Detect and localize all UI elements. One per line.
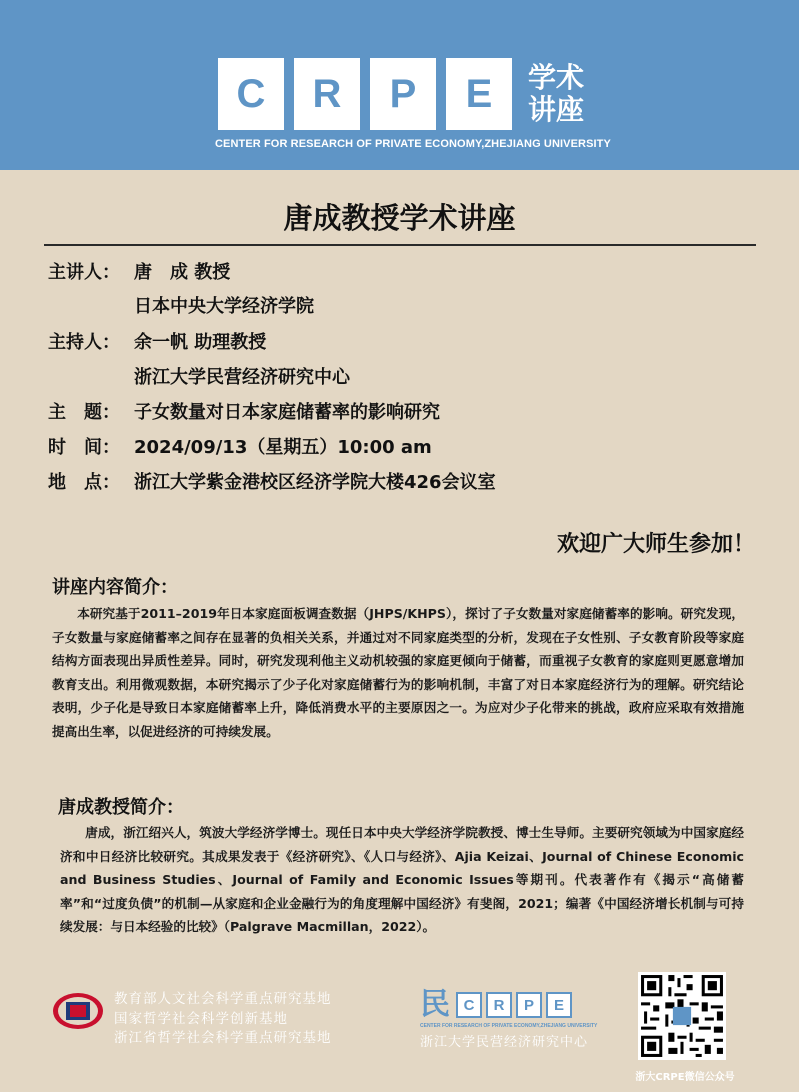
mini-logo-subtitle: CENTER FOR RESEARCH OF PRIVATE ECONOMY,ZHEJIANG UNIVERSITY <box>420 1023 598 1029</box>
logo-letter-c: C <box>218 58 284 130</box>
speaker-name: 唐 成 教授 <box>134 262 231 283</box>
logo-letter-e: E <box>446 58 512 130</box>
host-name: 余一帆 助理教授 <box>134 332 267 353</box>
place-text: 浙江大学紫金港校区经济学院大楼426会议室 <box>134 472 496 493</box>
mini-logo-row <box>420 988 595 1022</box>
speaker-affiliation: 日本中央大学经济学院 <box>134 296 314 317</box>
bio-heading: 唐成教授简介： <box>58 797 184 818</box>
mini-letter-r: R <box>486 992 512 1018</box>
time-label: 时 间： <box>48 437 120 458</box>
place-label: 地 点： <box>48 472 120 493</box>
bio-text: 唐成，浙江绍兴人，筑波大学经济学博士。现任日本中央大学经济学院教授、博士生导师。主要研究领域为中国家庭经济和中日经济比较研究。其成果发表于《经济研究》、《人口与经济》、Ajia Keizai、Journal of Chinese Economic and Business Studies、Journal of Family and Economic Issues等期刊。代表著作有《揭示“高储蓄率”和“过度负债”的机制—从家庭和企业金融行为的角度理解中国经济》有斐阁，2021；编著《中国经济增长机制与可持续发展：与日本经验的比较》（Palgrave Macmillan，2022）。 <box>60 825 744 934</box>
topic-row <box>48 398 440 424</box>
mini-logo-char: 民 <box>420 987 450 1022</box>
crpe-logo <box>218 58 584 130</box>
welcome-text: 欢迎广大师生参加！ <box>556 532 755 557</box>
logo-letter-p: P <box>370 58 436 130</box>
logo-subtitle: CENTER FOR RESEARCH OF PRIVATE ECONOMY,ZHEJIANG UNIVERSITY <box>215 138 611 150</box>
time-text: 2024/09/13（星期五）10:00 am <box>134 437 432 458</box>
research-base-seal-icon <box>52 992 104 1030</box>
host-row <box>48 328 266 354</box>
speaker-label: 主讲人： <box>48 262 120 283</box>
mini-letter-c: C <box>456 992 482 1018</box>
host-label: 主持人： <box>48 332 120 353</box>
page-title: 唐成教授学术讲座 <box>283 201 516 235</box>
title-divider <box>44 244 756 246</box>
place-row <box>48 468 496 494</box>
topic-label: 主 题： <box>48 402 120 423</box>
base-line-3: 浙江省哲学社会科学重点研究基地 <box>114 1030 332 1046</box>
research-bases <box>114 990 414 1049</box>
logo-side-line1: 学术 <box>528 61 585 94</box>
abstract-heading: 讲座内容简介： <box>52 577 178 598</box>
mini-logo-chinese: 浙江大学民营经济研究中心 <box>420 1035 589 1050</box>
abstract-text: 本研究基于2011–2019年日本家庭面板调查数据（JHPS/KHPS），探讨了子女数量对家庭储蓄率的影响。研究发现，子女数量与家庭储蓄率之间存在显著的负相关关系，并通过对不同家庭类型的分析，发现在子女性别、子女教育阶段等家庭结构方面表现出异质性差异。同时，研究发现利他主义动机较强的家庭更倾向于储蓄，而重视子女教育的家庭则更愿意增加教育支出。利用微观数据，本研究揭示了少子化对家庭储蓄行为的影响机制，丰富了对日本家庭经济行为的理解。研究结论表明，少子化是导致日本家庭储蓄率上升，降低消费水平的主要原因之一。为应对少子化带来的挑战，政府应采取有效措施提高出生率，以促进经济的可持续发展。 <box>52 606 744 739</box>
crpe-mini-logo <box>420 987 598 1050</box>
base-line-2: 国家哲学社会科学创新基地 <box>114 1010 288 1027</box>
speaker-row <box>48 258 230 284</box>
topic-text: 子女数量对日本家庭储蓄率的影响研究 <box>134 402 440 423</box>
logo-side-line2: 讲座 <box>528 93 585 126</box>
host-affiliation: 浙江大学民营经济研究中心 <box>134 367 350 388</box>
qr-code-icon <box>638 972 726 1060</box>
header-banner <box>0 0 799 170</box>
logo-letter-r: R <box>294 58 360 130</box>
time-row <box>48 433 432 459</box>
qr-caption: 浙大CRPE微信公众号 <box>635 1072 735 1083</box>
mini-letter-p: P <box>516 992 542 1018</box>
logo-side-text <box>528 62 584 126</box>
base-line-1: 教育部人文社会科学重点研究基地 <box>114 991 332 1007</box>
mini-letter-e: E <box>546 992 572 1018</box>
